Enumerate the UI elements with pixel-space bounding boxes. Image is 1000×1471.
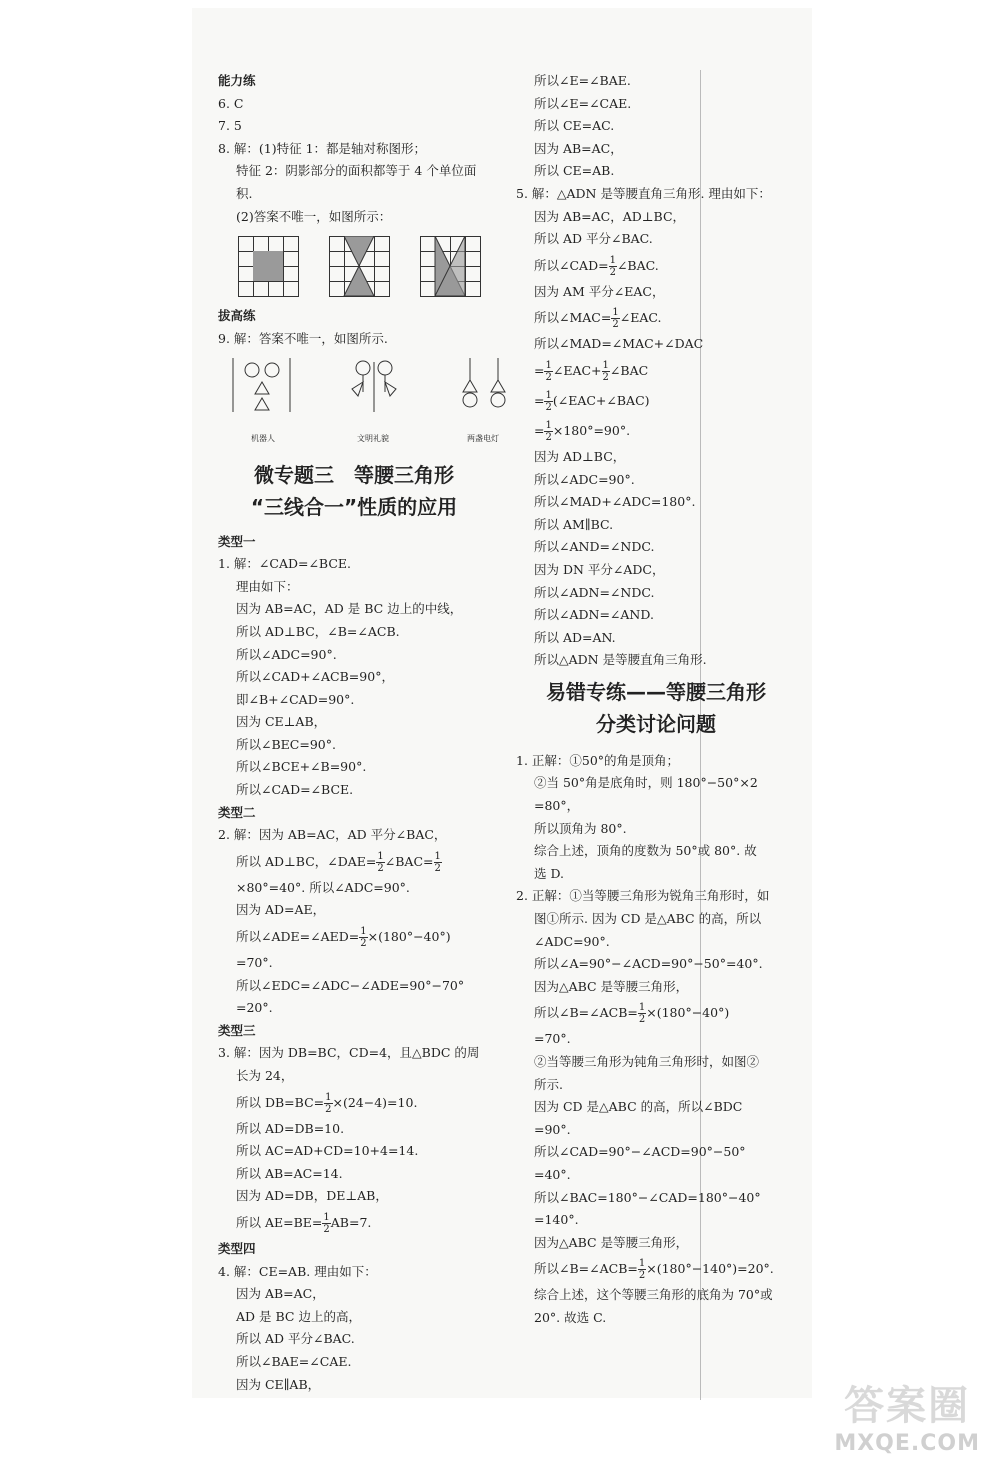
q5-text: 所以∠MAC= bbox=[534, 310, 612, 326]
grid-figure-1 bbox=[238, 236, 299, 297]
q3-line: 所以 AB=AC=14. bbox=[236, 1165, 343, 1181]
e1-line: 选 D. bbox=[534, 865, 565, 881]
answer-9: 9. 解：答案不唯一，如图所示. bbox=[218, 330, 388, 346]
e2-line: 所以∠CAD=90°−∠ACD=90°−50° bbox=[534, 1144, 746, 1160]
q5-line bbox=[516, 251, 796, 281]
q5-line: 所以 AM∥BC. bbox=[534, 516, 614, 532]
q5-line: 5. 解：△ADN 是等腰直角三角形. 理由如下： bbox=[516, 185, 771, 201]
section-title-1: 微专题三 等腰三角形 bbox=[254, 462, 454, 487]
q3-line: 长为 24， bbox=[236, 1068, 294, 1083]
q5-text: ∠BAC. bbox=[616, 257, 659, 273]
e2-line: =90°. bbox=[534, 1121, 571, 1137]
grid-figure-2 bbox=[329, 236, 390, 297]
q2-line: =70°. bbox=[236, 955, 273, 971]
grid-figure-3 bbox=[420, 236, 481, 297]
q5-line bbox=[516, 303, 796, 333]
two-lamps-figure bbox=[448, 356, 518, 450]
type-1-heading: 类型一 bbox=[218, 533, 256, 549]
q5-line: 因为 AB=AC，AD⊥BC， bbox=[534, 208, 686, 224]
fraction-half: $\frac{1}{2}$ bbox=[323, 1211, 330, 1235]
q2-line: ×80°=40°. 所以∠ADC=90°. bbox=[236, 879, 410, 895]
e2-line: 因为△ABC 是等腰三角形， bbox=[534, 1234, 689, 1250]
q1-line: 1. 解：∠CAD=∠BCE. bbox=[218, 556, 352, 572]
q4-line: 因为 CE∥AB， bbox=[236, 1376, 321, 1392]
fraction-half: $\frac{1}{2}$ bbox=[360, 926, 367, 950]
fraction-half: $\frac{1}{2}$ bbox=[434, 850, 441, 874]
r1-line: 所以∠E=∠CAE. bbox=[534, 95, 632, 111]
e2-line: =70°. bbox=[534, 1031, 571, 1047]
answer-8-line-1: 8. 解：(1)特征 1：都是轴对称图形； bbox=[218, 140, 427, 156]
q3-text: AB=7. bbox=[330, 1214, 372, 1230]
r1-line: 因为 AB=AC， bbox=[534, 140, 623, 156]
e2-line: 2. 正解：①当等腰三角形为锐角三角形时，如 bbox=[516, 888, 770, 904]
q1-line: 因为 AB=AC，AD 是 BC 边上的中线， bbox=[236, 601, 463, 617]
e1-line: ②当 50°角是底角时，则 180°−50°×2 bbox=[534, 775, 758, 791]
e2-text: 所以∠B=∠ACB= bbox=[534, 1261, 638, 1277]
q3-line: 因为 AD=DB，DE⊥AB， bbox=[236, 1188, 388, 1204]
q5-text: ×180°=90°. bbox=[552, 422, 631, 438]
q5-line: 所以∠MAD+∠ADC=180°. bbox=[534, 494, 696, 510]
q1-line: 所以∠CAD=∠BCE. bbox=[236, 782, 354, 798]
q5-line: = $\frac{1}{2}$ ×180°=90°. bbox=[534, 419, 631, 443]
q5-line: = $\frac{1}{2}$ (∠EAC+∠BAC) bbox=[534, 389, 650, 413]
q1-line: 所以∠CAD+∠ACB=90°， bbox=[236, 669, 394, 685]
watermark bbox=[834, 1374, 980, 1456]
fraction-half: $\frac{1}{2}$ bbox=[545, 359, 552, 383]
section-heading-extend: 拔高练 bbox=[218, 308, 256, 324]
q5-line: 所以∠ADC=90°. bbox=[534, 471, 635, 487]
q2-line: =20°. bbox=[236, 1000, 273, 1016]
e2-line: 所以∠BAC=180°−∠CAD=180°−40° bbox=[534, 1189, 761, 1205]
r1-line: 所以∠E=∠BAE. bbox=[534, 73, 631, 88]
q3-line bbox=[218, 1088, 490, 1118]
symmetry-grid-figures bbox=[218, 228, 490, 305]
q2-text: 所以∠ADE=∠AED= bbox=[236, 929, 360, 945]
e2-text: 所以∠B=∠ACB= bbox=[534, 1005, 638, 1021]
q5-text: ∠EAC. bbox=[619, 310, 662, 326]
q1-line: 因为 CE⊥AB， bbox=[236, 714, 327, 730]
answer-page bbox=[192, 8, 812, 1398]
e1-line: 所以顶角为 80°. bbox=[534, 820, 627, 836]
q3-line: 所以 AC=AD+CD=10+4=14. bbox=[236, 1143, 419, 1159]
civility-figure bbox=[338, 356, 408, 450]
e2-line: ②当等腰三角形为钝角三角形时，如图② bbox=[534, 1054, 760, 1069]
q2-line bbox=[218, 847, 490, 877]
q5-line: 所以 AD=AN. bbox=[534, 629, 616, 645]
figure-label-lamps: 两盏电灯 bbox=[467, 433, 499, 443]
e2-line: 因为△ABC 是等腰三角形， bbox=[534, 978, 689, 994]
q3-line: 所以 AD=DB=10. bbox=[236, 1120, 345, 1136]
watermark-logo: 答案圈 bbox=[844, 1383, 971, 1429]
q2-line bbox=[218, 922, 490, 952]
answer-8-line-4: (2)答案不唯一，如图所示： bbox=[236, 208, 392, 224]
figure-label-robot: 机器人 bbox=[251, 433, 275, 443]
answer-8-line-2: 特征 2：阴影部分的面积都等于 4 个单位面 bbox=[236, 163, 477, 179]
robot-figure bbox=[228, 356, 298, 450]
fraction-half: $\frac{1}{2}$ bbox=[612, 307, 619, 331]
fraction-half: $\frac{1}{2}$ bbox=[602, 359, 609, 383]
q5-text: 所以∠CAD= bbox=[534, 257, 609, 273]
q5-line: 因为 AD⊥BC， bbox=[534, 448, 626, 464]
q5-line: 所以∠AND=∠NDC. bbox=[534, 539, 655, 555]
q3-text: ×(24−4)=10. bbox=[332, 1094, 418, 1110]
fraction-half: $\frac{1}{2}$ bbox=[325, 1091, 332, 1115]
type-4-heading: 类型四 bbox=[218, 1240, 256, 1256]
fraction-half: $\frac{1}{2}$ bbox=[377, 850, 384, 874]
q1-line: 所以∠BCE+∠B=90°. bbox=[236, 759, 367, 775]
q3-line: 3. 解：因为 DB=BC，CD=4，且△BDC 的周 bbox=[218, 1045, 480, 1061]
q5-text: ∠EAC+ bbox=[552, 362, 602, 378]
q3-line bbox=[218, 1208, 490, 1238]
section-title-4: 分类讨论问题 bbox=[596, 711, 716, 736]
q1-line: 所以 AD⊥BC，∠B=∠ACB. bbox=[236, 623, 400, 639]
q4-line: 所以∠BAE=∠CAE. bbox=[236, 1353, 352, 1369]
e2-line: ∠ADC=90°. bbox=[534, 933, 610, 949]
q5-line: 所以∠ADN=∠AND. bbox=[534, 607, 654, 623]
e1-line: 1. 正解：①50°的角是顶角； bbox=[516, 752, 680, 768]
q4-line: 因为 AB=AC， bbox=[236, 1286, 325, 1302]
e2-text: ×(180°−140°)=20°. bbox=[646, 1261, 774, 1277]
q5-line: 因为 AM 平分∠EAC， bbox=[534, 283, 665, 299]
fraction-half: $\frac{1}{2}$ bbox=[545, 419, 552, 443]
fraction-half: $\frac{1}{2}$ bbox=[638, 1002, 646, 1026]
q5-line: 因为 DN 平分∠ADC， bbox=[534, 561, 665, 577]
q5-line: = $\frac{1}{2}$ ∠EAC+ $\frac{1}{2}$ ∠BAC bbox=[534, 359, 649, 383]
e2-line bbox=[516, 1254, 796, 1284]
section-heading-ability: 能力练 bbox=[218, 73, 256, 88]
e2-line bbox=[516, 998, 796, 1028]
q5-line: 所以∠MAD=∠MAC+∠DAC bbox=[534, 336, 704, 352]
q1-line: 所以∠BEC=90°. bbox=[236, 736, 336, 752]
q5-line: 所以 AD 平分∠BAC. bbox=[534, 231, 653, 247]
q3-text: 所以 DB=BC= bbox=[236, 1094, 325, 1110]
q4-line: AD 是 BC 边上的高， bbox=[236, 1308, 361, 1324]
section-title-2: “三线合一”性质的应用 bbox=[250, 494, 458, 519]
q2-text: ∠BAC= bbox=[384, 853, 434, 869]
r1-line: 所以 CE=AB. bbox=[534, 163, 615, 179]
q5-text: (∠EAC+∠BAC) bbox=[552, 392, 650, 408]
q4-line: 4. 解：CE=AB. 理由如下： bbox=[218, 1263, 377, 1279]
type-3-heading: 类型三 bbox=[218, 1022, 256, 1038]
e2-line: =140°. bbox=[534, 1212, 579, 1228]
e2-text: ×(180°−40°) bbox=[646, 1005, 730, 1021]
q2-line: 所以∠EDC=∠ADC−∠ADE=90°−70° bbox=[236, 977, 465, 993]
e1-line: =80°， bbox=[534, 798, 580, 814]
e1-line: 综合上述，顶角的度数为 50°或 80°. 故 bbox=[534, 843, 757, 859]
section-title-3: 易错专练——等腰三角形 bbox=[546, 679, 766, 704]
q1-line: 即∠B+∠CAD=90°. bbox=[236, 691, 355, 707]
e2-line: 图①所示. 因为 CD 是△ABC 的高，所以 bbox=[534, 911, 762, 927]
q2-text: ×(180°−40°) bbox=[367, 929, 451, 945]
q2-line: 因为 AD=AE， bbox=[236, 902, 326, 918]
q2-text: 所以 AD⊥BC，∠DAE= bbox=[236, 853, 377, 869]
r1-line: 所以 CE=AC. bbox=[534, 118, 615, 134]
type-2-heading: 类型二 bbox=[218, 804, 256, 820]
q4-line: 所以 AD 平分∠BAC. bbox=[236, 1331, 355, 1347]
figure-label-civility: 文明礼貌 bbox=[357, 433, 389, 443]
left-column bbox=[218, 70, 499, 1396]
e2-line: 20°. 故选 C. bbox=[534, 1309, 607, 1325]
e2-line: 所示. bbox=[534, 1076, 563, 1092]
q2-line: 2. 解：因为 AB=AC，AD 平分∠BAC， bbox=[218, 827, 447, 843]
q5-line: 所以△ADN 是等腰直角三角形. bbox=[534, 652, 707, 668]
answer-8-line-3: 积. bbox=[236, 185, 253, 201]
q5-line: 所以∠ADN=∠NDC. bbox=[534, 584, 655, 600]
fraction-half: $\frac{1}{2}$ bbox=[545, 389, 552, 413]
fraction-half: $\frac{1}{2}$ bbox=[609, 254, 616, 278]
right-column bbox=[516, 70, 796, 1330]
e2-line: =40°. bbox=[534, 1166, 571, 1182]
q5-text: ∠BAC bbox=[609, 362, 649, 378]
e2-line: 因为 CD 是△ABC 的高，所以∠BDC bbox=[534, 1099, 743, 1115]
watermark-url: MXQE.COM bbox=[834, 1431, 980, 1456]
q3-text: 所以 AE=BE= bbox=[236, 1214, 323, 1230]
symbol-figures bbox=[218, 350, 499, 454]
q1-line: 所以∠ADC=90°. bbox=[236, 646, 337, 662]
e2-line: 所以∠A=90°−∠ACD=90°−50°=40°. bbox=[534, 956, 763, 972]
answer-6: 6. C bbox=[218, 95, 244, 111]
e2-line: 综合上述，这个等腰三角形的底角为 70°或 bbox=[534, 1287, 773, 1303]
q1-line: 理由如下： bbox=[236, 578, 299, 594]
fraction-half: $\frac{1}{2}$ bbox=[638, 1258, 646, 1282]
answer-7: 7. 5 bbox=[218, 118, 242, 134]
